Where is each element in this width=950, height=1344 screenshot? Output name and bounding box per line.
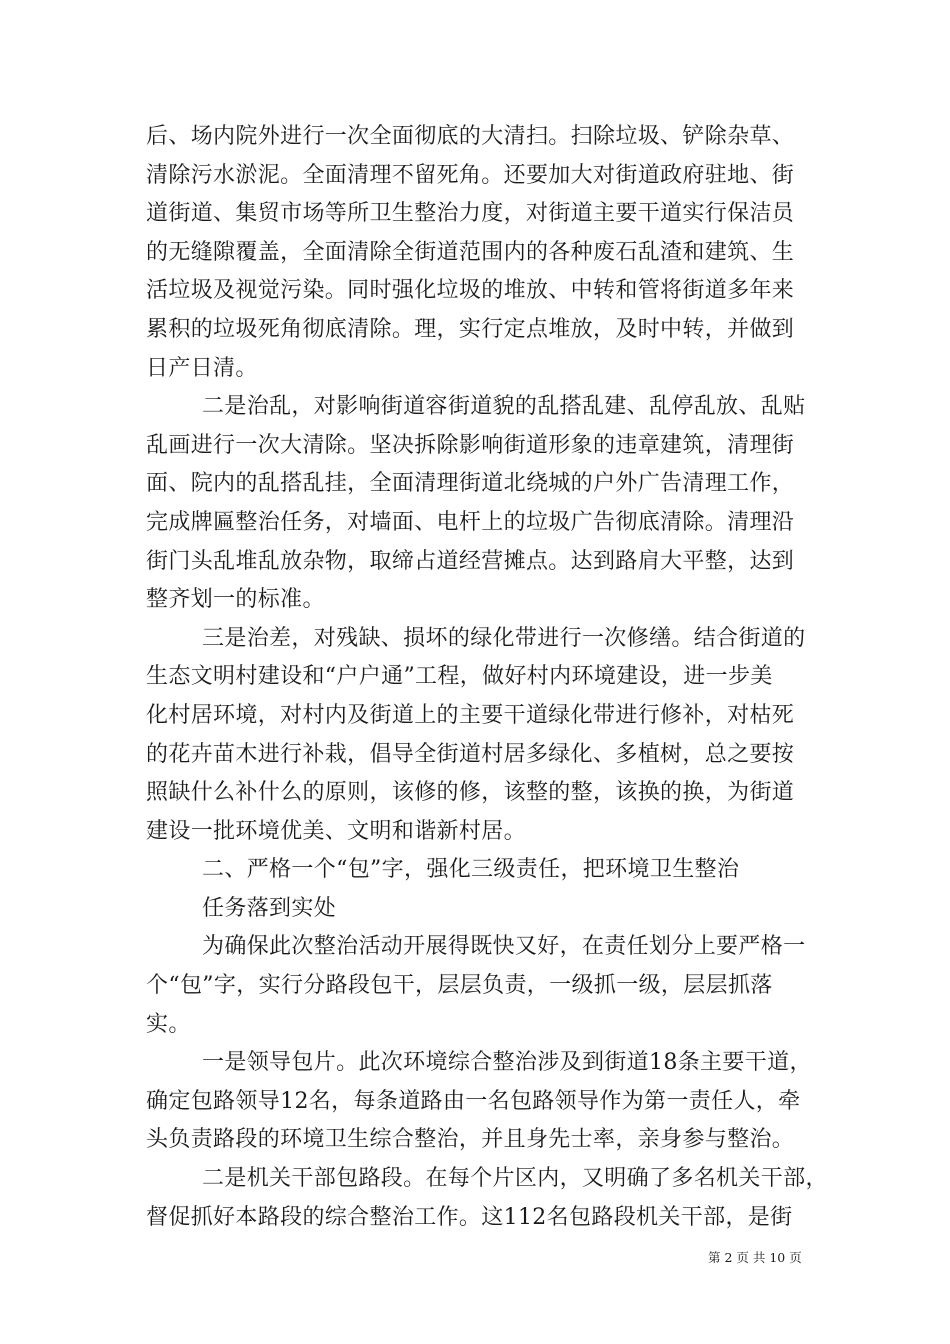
text-line: 头负责路段的环境卫生综合整治，并且身先士率，亲身参与整治。	[146, 1127, 795, 1153]
text-line: 活垃圾及视觉污染。同时强化垃圾的堆放、中转和管将街道多年来	[146, 278, 795, 304]
text-line: 清除污水淤泥。全面清理不留死角。还要加大对街道政府驻地、街	[146, 162, 795, 188]
text-line: 个“包”字，实行分路段包干，层层负责，一级抓一级，层层抓落	[146, 973, 773, 999]
text-line: 乱画进行一次大清除。坚决拆除影响街道形象的违章建筑，清理街	[146, 432, 795, 458]
text-line: 完成牌匾整治任务，对墙面、电杆上的垃圾广告彻底清除。清理沿	[146, 509, 795, 535]
text-line: 照缺什么补什么的原则，该修的修，该整的整，该换的换，为街道	[146, 780, 795, 806]
text-line: 街门头乱堆乱放杂物，取缔占道经营摊点。达到路肩大平整，达到	[146, 548, 795, 574]
paragraph-start-line: 三是治差，对残缺、损坏的绿化带进行一次修缮。结合街道的	[202, 625, 806, 651]
text-line: 实。	[146, 1011, 191, 1037]
body-text	[146, 118, 836, 1237]
text-line: 的无缝隙覆盖，全面清除全街道范围内的各种废石乱渣和建筑、生	[146, 239, 795, 265]
text-line: 化村居环境，对村内及街道上的主要干道绿化带进行修补，对枯死	[146, 702, 795, 728]
text-line: 建设一批环境优美、文明和谐新村居。	[146, 818, 526, 844]
text-line: 后、场内院外进行一次全面彻底的大清扫。扫除垃圾、铲除杂草、	[146, 124, 795, 149]
text-line: 道街道、集贸市场等所卫生整治力度，对街道主要干道实行保洁员	[146, 201, 795, 227]
text-line: 整齐划一的标准。	[146, 587, 325, 613]
text-line: 的花卉苗木进行补栽，倡导全街道村居多绿化、多植树，总之要按	[146, 741, 795, 767]
paragraph-start-line: 一是领导包片。此次环境综合整治涉及到街道18条主要干道，	[202, 1050, 812, 1076]
section-heading-line: 任务落到实处	[202, 895, 337, 921]
text-line: 确定包路领导12名，每条道路由一名包路领导作为第一责任人，牵	[146, 1088, 801, 1114]
paragraph-start-line: 为确保此次整治活动开展得既快又好，在责任划分上要严格一	[202, 934, 806, 960]
page-number-footer: 第 2 页 共 10 页	[708, 1250, 802, 1265]
section-heading-line: 二、严格一个“包”字，强化三级责任，把环境卫生整治	[202, 857, 740, 883]
text-line: 督促抓好本路段的综合整治工作。这112名包路段机关干部，是街	[146, 1204, 793, 1230]
text-line: 累积的垃圾死角彻底清除。理，实行定点堆放，及时中转，并做到	[146, 316, 795, 342]
text-line: 日产日清。	[146, 355, 258, 381]
text-line: 生态文明村建设和“户户通”工程，做好村内环境建设，进一步美	[146, 664, 773, 690]
text-line: 面、院内的乱搭乱挂，全面清理街道北绕城的户外广告清理工作，	[146, 471, 795, 497]
paragraph-start-line: 二是治乱，对影响街道容街道貌的乱搭乱建、乱停乱放、乱贴	[202, 394, 806, 420]
paragraph-start-line: 二是机关干部包路段。在每个片区内，又明确了多名机关干部，	[202, 1166, 828, 1192]
